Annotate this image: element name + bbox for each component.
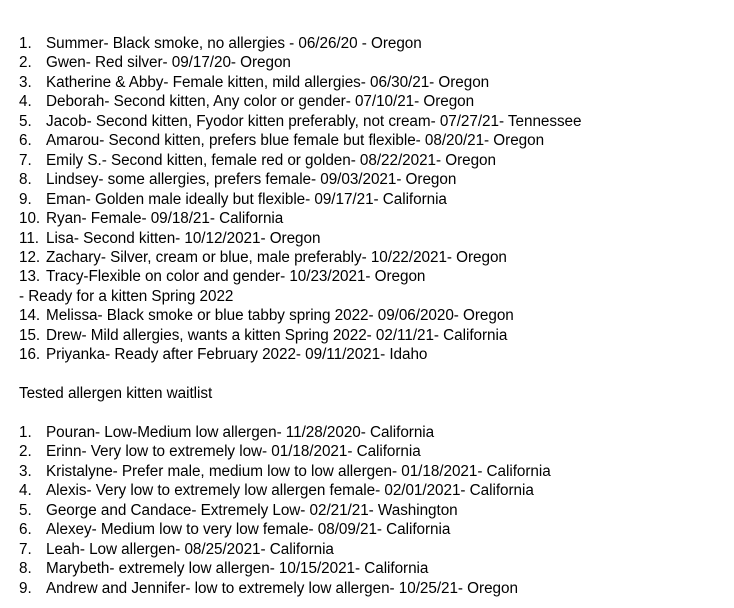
list-item-number: 9. (19, 579, 32, 597)
list-item (19, 73, 731, 92)
document-body (19, 34, 731, 598)
waitlist (19, 34, 731, 365)
spring-2022-note: - Ready for a kitten Spring 2022 (19, 287, 234, 305)
list-item-text: Tracy-Flexible on color and gender- 10/23/2021- Oregon (46, 268, 426, 286)
list-item (19, 442, 731, 461)
list-item (19, 501, 731, 520)
list-item (19, 53, 731, 72)
list-item (19, 151, 731, 170)
list-item (19, 209, 731, 228)
list-item-text: George and Candace- Extremely Low- 02/21/21- Washington (46, 501, 458, 519)
list-item-number: 3. (19, 462, 32, 480)
list-item-text: Lindsey- some allergies, prefers female- 09/03/2021- Oregon (46, 171, 457, 189)
list-item-text: Kristalyne- Prefer male, medium low to low allergen- 01/18/2021- California (46, 462, 551, 480)
list-item-number: 4. (19, 93, 32, 111)
list-item (19, 345, 731, 364)
list-item-text: Amarou- Second kitten, prefers blue female but flexible- 08/20/21- Oregon (46, 132, 545, 150)
list-item-number: 1. (19, 35, 32, 52)
list-item-text: Leah- Low allergen- 08/25/2021- California (46, 540, 334, 558)
list-item (19, 423, 731, 442)
list-item (19, 248, 731, 267)
list-item-text: Pouran- Low-Medium low allergen- 11/28/2020- California (46, 424, 435, 442)
list-item (19, 579, 731, 598)
list-item (19, 267, 731, 286)
list-item-text: Katherine & Abby- Female kitten, mild allergies- 06/30/21- Oregon (46, 73, 490, 91)
list-item-text: Alexis- Very low to extremely low allergen female- 02/01/2021- California (46, 482, 534, 500)
list-item-number: 1. (19, 424, 32, 442)
list-item-text: Eman- Golden male ideally but flexible- 09/17/21- California (46, 190, 447, 208)
list-item (19, 520, 731, 539)
list-item-text: Gwen- Red silver- 09/17/20- Oregon (46, 54, 291, 72)
list-item (19, 170, 731, 189)
list-item-number: 12. (19, 248, 41, 266)
list-item-text: Priyanka- Ready after February 2022- 09/11/2021- Idaho (46, 346, 428, 364)
list-item-text: Emily S.- Second kitten, female red or golden- 08/22/2021- Oregon (46, 151, 496, 169)
list-item-text: Melissa- Black smoke or blue tabby spring 2022- 09/06/2020- Oregon (46, 307, 514, 325)
list-item-number: 2. (19, 54, 32, 72)
list-item-number: 9. (19, 190, 32, 208)
list-item (19, 92, 731, 111)
list-item-text: Jacob- Second kitten, Fyodor kitten preferably, not cream- 07/27/21- Tennessee (46, 112, 582, 130)
list-item-number: 16. (19, 346, 41, 364)
list-item-text: Drew- Mild allergies, wants a kitten Spring 2022- 02/11/21- California (46, 326, 508, 344)
spacer (19, 404, 731, 423)
list-item-number: 2. (19, 443, 32, 461)
list-item-number: 7. (19, 151, 32, 169)
list-item-text: Summer- Black smoke, no allergies - 06/26/20 - Oregon (46, 35, 422, 52)
list-item (19, 481, 731, 500)
list-item-number: 6. (19, 132, 32, 150)
list-item-text: Alexey- Medium low to very low female- 08/09/21- California (46, 521, 451, 539)
list-item-number: 13. (19, 268, 41, 286)
list-item-number: 14. (19, 307, 41, 325)
list-item (19, 190, 731, 209)
list-item (19, 112, 731, 131)
list-item (19, 131, 731, 150)
list-item-number: 7. (19, 540, 32, 558)
list-item-text: Lisa- Second kitten- 10/12/2021- Oregon (46, 229, 321, 247)
list-item-text: Marybeth- extremely low allergen- 10/15/2021- California (46, 560, 429, 578)
allergen-waitlist-title: Tested allergen kitten waitlist (19, 385, 213, 403)
list-item-number: 5. (19, 501, 32, 519)
list-item (19, 34, 731, 53)
list-item-text: Zachary- Silver, cream or blue, male preferably- 10/22/2021- Oregon (46, 248, 507, 266)
list-item-number: 11. (19, 229, 39, 247)
list-item-number: 8. (19, 171, 32, 189)
allergen-waitlist (19, 423, 731, 598)
list-item-number: 15. (19, 326, 41, 344)
list-item (19, 326, 731, 345)
list-item-text: Ryan- Female- 09/18/21- California (46, 210, 284, 228)
list-item-text: Erinn- Very low to extremely low- 01/18/2021- California (46, 443, 421, 461)
list-item-number: 4. (19, 482, 32, 500)
list-item-number: 3. (19, 73, 32, 91)
list-item-number: 10. (19, 210, 41, 228)
list-item (19, 306, 731, 325)
list-item-text: Deborah- Second kitten, Any color or gender- 07/10/21- Oregon (46, 93, 475, 111)
list-item-text: Andrew and Jennifer- low to extremely low allergen- 10/25/21- Oregon (46, 579, 518, 597)
list-item (19, 462, 731, 481)
list-item (19, 540, 731, 559)
list-item (19, 229, 731, 248)
list-item-number: 8. (19, 560, 32, 578)
list-item-number: 5. (19, 112, 32, 130)
spacer (19, 365, 731, 384)
list-item-number: 6. (19, 521, 32, 539)
list-item (19, 559, 731, 578)
